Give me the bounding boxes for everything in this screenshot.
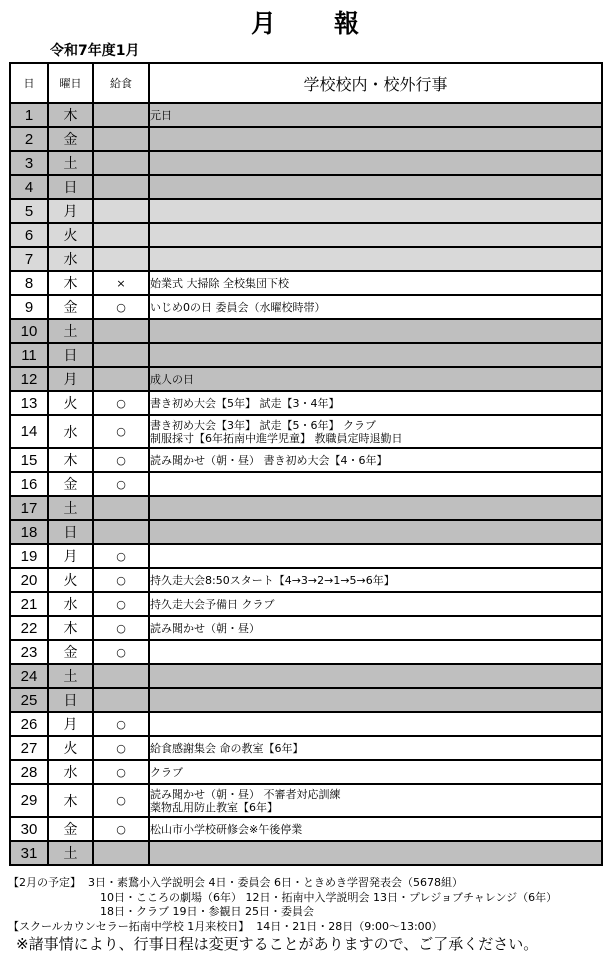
event-text: 松山市小学校研修会※午後停業 xyxy=(150,822,303,836)
weekday-cell: 月 xyxy=(48,367,93,391)
day-cell: 23 xyxy=(10,640,48,664)
table-row xyxy=(10,319,602,343)
weekday-cell: 水 xyxy=(48,760,93,784)
title-part-report: 報 xyxy=(334,9,360,38)
day-cell: 18 xyxy=(10,520,48,544)
day-cell: 15 xyxy=(10,448,48,472)
day-cell: 26 xyxy=(10,712,48,736)
lunch-cell: ○ xyxy=(93,391,149,415)
lunch-cell: ○ xyxy=(93,760,149,784)
counselor-line xyxy=(8,920,608,935)
weekday-cell: 日 xyxy=(48,343,93,367)
table-row xyxy=(10,664,602,688)
event-text: 給食感謝集会 命の教室【6年】 xyxy=(150,741,304,755)
table-row xyxy=(10,712,602,736)
events-cell xyxy=(149,841,602,865)
table-row xyxy=(10,391,602,415)
events-cell xyxy=(149,295,602,319)
events-cell xyxy=(149,343,602,367)
weekday-cell: 土 xyxy=(48,496,93,520)
day-cell: 16 xyxy=(10,472,48,496)
table-row xyxy=(10,472,602,496)
event-text: 持久走大会8:50スタート【4→3→2→1→5→6年】 xyxy=(150,573,395,587)
weekday-cell: 金 xyxy=(48,127,93,151)
lunch-cell xyxy=(93,664,149,688)
day-cell: 27 xyxy=(10,736,48,760)
lunch-cell: ○ xyxy=(93,736,149,760)
events-cell xyxy=(149,472,602,496)
events-cell xyxy=(149,151,602,175)
day-cell: 24 xyxy=(10,664,48,688)
day-cell: 5 xyxy=(10,199,48,223)
lunch-cell xyxy=(93,520,149,544)
weekday-cell: 土 xyxy=(48,151,93,175)
events-cell xyxy=(149,568,602,592)
page-title xyxy=(0,4,610,40)
lunch-cell xyxy=(93,367,149,391)
table-row xyxy=(10,544,602,568)
weekday-cell: 日 xyxy=(48,175,93,199)
day-cell: 19 xyxy=(10,544,48,568)
february-plan-line-1 xyxy=(8,876,608,891)
weekday-cell: 木 xyxy=(48,616,93,640)
event-text: いじめ0の日 委員会（水曜校時帯） xyxy=(150,300,326,314)
lunch-cell xyxy=(93,223,149,247)
table-row xyxy=(10,367,602,391)
lunch-cell: ○ xyxy=(93,544,149,568)
day-cell: 11 xyxy=(10,343,48,367)
event-text: 始業式 大掃除 全校集団下校 xyxy=(150,276,289,290)
events-cell xyxy=(149,616,602,640)
weekday-cell: 木 xyxy=(48,784,93,817)
table-row xyxy=(10,448,602,472)
lunch-cell xyxy=(93,199,149,223)
events-cell xyxy=(149,223,602,247)
day-cell: 10 xyxy=(10,319,48,343)
column-header-weekday: 曜日 xyxy=(48,63,93,103)
february-plan-line-2: 10日・こころの劇場（6年） 12日・拓南中入学説明会 13日・プレジョブチャレンジ（6年） xyxy=(100,890,558,904)
lunch-cell xyxy=(93,127,149,151)
weekday-cell: 水 xyxy=(48,415,93,448)
table-row xyxy=(10,175,602,199)
lunch-cell: ○ xyxy=(93,616,149,640)
table-row xyxy=(10,592,602,616)
event-text: 書き初め大会【5年】 試走【3・4年】 xyxy=(150,396,340,410)
schedule-change-disclaimer: ※諸事情により、行事日程は変更することがありますので、ご了承ください。 xyxy=(16,935,539,953)
day-cell: 4 xyxy=(10,175,48,199)
events-cell xyxy=(149,640,602,664)
weekday-cell: 日 xyxy=(48,688,93,712)
events-cell xyxy=(149,199,602,223)
february-plan-label: 【2月の予定】 xyxy=(8,876,81,889)
counselor-label: 【スクールカウンセラー拓南中学校 1月来校日】 xyxy=(8,919,250,933)
events-cell xyxy=(149,367,602,391)
table-row xyxy=(10,151,602,175)
table-row xyxy=(10,343,602,367)
lunch-cell: ○ xyxy=(93,415,149,448)
lunch-cell: ○ xyxy=(93,640,149,664)
day-cell: 2 xyxy=(10,127,48,151)
lunch-cell xyxy=(93,175,149,199)
day-cell: 3 xyxy=(10,151,48,175)
event-text: 元日 xyxy=(150,108,172,122)
table-row xyxy=(10,127,602,151)
events-cell xyxy=(149,247,602,271)
lunch-cell xyxy=(93,151,149,175)
day-cell: 12 xyxy=(10,367,48,391)
day-cell: 31 xyxy=(10,841,48,865)
lunch-cell: ○ xyxy=(93,448,149,472)
lunch-cell: × xyxy=(93,271,149,295)
lunch-cell xyxy=(93,841,149,865)
weekday-cell: 木 xyxy=(48,103,93,127)
day-cell: 21 xyxy=(10,592,48,616)
table-row xyxy=(10,688,602,712)
table-row xyxy=(10,103,602,127)
table-row xyxy=(10,640,602,664)
day-cell: 17 xyxy=(10,496,48,520)
lunch-cell xyxy=(93,688,149,712)
day-cell: 7 xyxy=(10,247,48,271)
weekday-cell: 日 xyxy=(48,520,93,544)
table-row xyxy=(10,223,602,247)
day-cell: 25 xyxy=(10,688,48,712)
table-row xyxy=(10,784,602,817)
event-text: 書き初め大会【3年】 試走【5・6年】 クラブ xyxy=(150,418,376,432)
day-cell: 20 xyxy=(10,568,48,592)
lunch-cell xyxy=(93,103,149,127)
day-cell: 9 xyxy=(10,295,48,319)
table-row xyxy=(10,271,602,295)
weekday-cell: 火 xyxy=(48,223,93,247)
february-plan-text-1: 3日・素鵞小入学説明会 4日・委員会 6日・ときめき学習発表会（5678組） xyxy=(88,876,463,889)
day-cell: 6 xyxy=(10,223,48,247)
table-row xyxy=(10,295,602,319)
weekday-cell: 金 xyxy=(48,817,93,841)
day-cell: 8 xyxy=(10,271,48,295)
column-header-lunch: 給食 xyxy=(93,63,149,103)
table-row xyxy=(10,247,602,271)
event-text: 読み聞かせ（朝・昼） xyxy=(150,621,260,635)
day-cell: 1 xyxy=(10,103,48,127)
events-cell xyxy=(149,448,602,472)
lunch-cell xyxy=(93,343,149,367)
table-row xyxy=(10,616,602,640)
lunch-cell: ○ xyxy=(93,568,149,592)
lunch-cell: ○ xyxy=(93,817,149,841)
events-cell xyxy=(149,415,602,448)
lunch-cell xyxy=(93,247,149,271)
day-cell: 13 xyxy=(10,391,48,415)
events-cell xyxy=(149,712,602,736)
weekday-cell: 月 xyxy=(48,199,93,223)
events-cell xyxy=(149,391,602,415)
february-plan-line-3: 18日・クラブ 19日・参観日 25日・委員会 xyxy=(100,905,314,918)
weekday-cell: 火 xyxy=(48,391,93,415)
notes-section xyxy=(8,876,608,934)
table-row xyxy=(10,199,602,223)
monthly-schedule-table xyxy=(9,62,603,866)
events-cell xyxy=(149,544,602,568)
title-part-month: 月 xyxy=(250,9,276,38)
day-cell: 28 xyxy=(10,760,48,784)
event-text: 読み聞かせ（朝・昼） 書き初め大会【4・6年】 xyxy=(150,453,388,467)
table-row xyxy=(10,760,602,784)
lunch-cell xyxy=(93,319,149,343)
events-cell xyxy=(149,496,602,520)
events-cell xyxy=(149,817,602,841)
events-cell xyxy=(149,688,602,712)
weekday-cell: 土 xyxy=(48,841,93,865)
event-text: 持久走大会予備日 クラブ xyxy=(150,597,275,611)
weekday-cell: 火 xyxy=(48,736,93,760)
weekday-cell: 水 xyxy=(48,592,93,616)
weekday-cell: 月 xyxy=(48,544,93,568)
weekday-cell: 水 xyxy=(48,247,93,271)
table-row xyxy=(10,496,602,520)
events-cell xyxy=(149,664,602,688)
weekday-cell: 金 xyxy=(48,295,93,319)
day-cell: 22 xyxy=(10,616,48,640)
weekday-cell: 火 xyxy=(48,568,93,592)
table-row xyxy=(10,841,602,865)
column-header-day: 日 xyxy=(10,63,48,103)
day-cell: 29 xyxy=(10,784,48,817)
events-cell xyxy=(149,127,602,151)
events-cell xyxy=(149,271,602,295)
event-text: 制服採寸【6年拓南中進学児童】 教職員定時退勤日 xyxy=(150,431,403,445)
column-header-events: 学校校内・校外行事 xyxy=(149,63,602,103)
lunch-cell: ○ xyxy=(93,295,149,319)
table-row xyxy=(10,817,602,841)
event-text: 薬物乱用防止教室【6年】 xyxy=(150,800,278,814)
events-cell xyxy=(149,592,602,616)
lunch-cell: ○ xyxy=(93,784,149,817)
month-subtitle: 令和7年度1月 xyxy=(50,43,140,59)
events-cell xyxy=(149,736,602,760)
event-text: 成人の日 xyxy=(150,372,194,386)
table-row xyxy=(10,520,602,544)
event-text: クラブ xyxy=(150,765,183,779)
events-cell xyxy=(149,103,602,127)
events-cell xyxy=(149,319,602,343)
table-header-row xyxy=(10,63,602,103)
lunch-cell: ○ xyxy=(93,592,149,616)
weekday-cell: 土 xyxy=(48,664,93,688)
event-text: 読み聞かせ（朝・昼） 不審者対応訓練 xyxy=(150,787,341,801)
weekday-cell: 土 xyxy=(48,319,93,343)
day-cell: 30 xyxy=(10,817,48,841)
events-cell xyxy=(149,520,602,544)
events-cell xyxy=(149,760,602,784)
table-row xyxy=(10,736,602,760)
table-row xyxy=(10,568,602,592)
weekday-cell: 金 xyxy=(48,640,93,664)
lunch-cell: ○ xyxy=(93,712,149,736)
counselor-dates: 14日・21日・28日（9:00～13:00） xyxy=(256,919,443,933)
weekday-cell: 木 xyxy=(48,271,93,295)
table-body xyxy=(10,103,602,865)
lunch-cell xyxy=(93,496,149,520)
events-cell xyxy=(149,175,602,199)
day-cell: 14 xyxy=(10,415,48,448)
weekday-cell: 金 xyxy=(48,472,93,496)
events-cell xyxy=(149,784,602,817)
table-row xyxy=(10,415,602,448)
weekday-cell: 月 xyxy=(48,712,93,736)
weekday-cell: 木 xyxy=(48,448,93,472)
lunch-cell: ○ xyxy=(93,472,149,496)
